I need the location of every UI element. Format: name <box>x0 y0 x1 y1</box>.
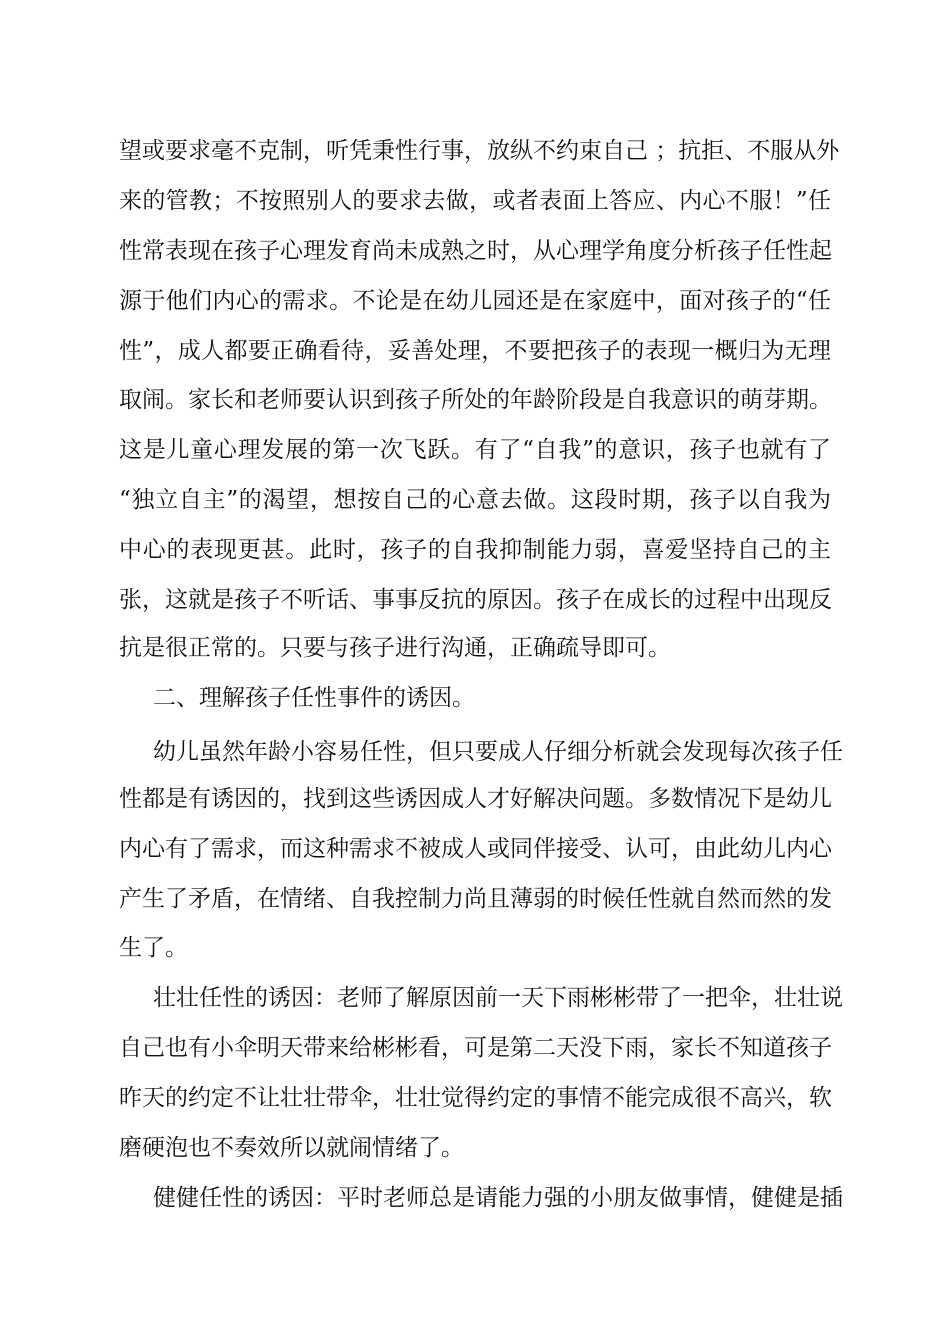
paragraph-1-line-1: 望或要求毫不克制，听凭秉性行事，放纵不约束自己 ；抗拒、不服从外 <box>119 138 840 164</box>
paragraph-3-line-2: 自己也有小伞明天带来给彬彬看，可是第二天没下雨，家长不知道孩子 <box>119 1035 832 1061</box>
paragraph-1-line-9: 中心的表现更甚。此时，孩子的自我抑制能力弱，喜爱坚持自己的主 <box>119 537 831 563</box>
paragraph-1-line-2: 来的管教；不按照别人的要求去做，或者表面上答应、内心不服！”任 <box>119 188 831 214</box>
paragraph-1-line-6: 取闹。家长和老师要认识到孩子所处的年龄阶段是自我意识的萌芽期。 <box>119 387 832 413</box>
paragraph-2-line-1: 幼儿虽然年龄小容易任性，但只要成人仔细分析就会发现每次孩子任 <box>153 739 843 765</box>
paragraph-1-line-7: 这是儿童心理发展的第一次飞跃。有了“自我”的意识，孩子也就有了 <box>119 437 831 463</box>
paragraph-1-line-4: 源于他们内心的需求。不论是在幼儿园还是在家庭中，面对孩子的“任 <box>119 288 831 314</box>
paragraph-1-line-5: 性”，成人都要正确看待，妥善处理，不要把孩子的表现一概归为无理 <box>119 338 831 364</box>
paragraph-1-line-8: “独立自主”的渴望，想按自己的心意去做。这段时期，孩子以自我为 <box>119 487 831 513</box>
paragraph-4-line-1: 健健任性的诱因：平时老师总是请能力强的小朋友做事情，健健是插 <box>153 1185 843 1211</box>
paragraph-3-line-1: 壮壮任性的诱因：老师了解原因前一天下雨彬彬带了一把伞，壮壮说 <box>153 985 843 1011</box>
paragraph-2-line-5: 生了。 <box>119 935 188 961</box>
paragraph-2-line-4: 产生了矛盾，在情绪、自我控制力尚且薄弱的时候任性就自然而然的发 <box>119 886 832 912</box>
paragraph-2-line-3: 内心有了需求，而这种需求不被成人或同伴接受、认可，由此幼儿内心 <box>119 836 832 862</box>
paragraph-1-line-10: 张，这就是孩子不听话、事事反抗的原因。孩子在成长的过程中出现反 <box>119 587 832 613</box>
paragraph-1-line-3: 性常表现在孩子心理发育尚未成熟之时，从心理学角度分析孩子任性起 <box>119 238 832 264</box>
section-heading: 二、理解孩子任性事件的诱因。 <box>153 685 475 711</box>
paragraph-3-line-3: 昨天的约定不让壮壮带伞，壮壮觉得约定的事情不能完成很不高兴，软 <box>119 1085 832 1111</box>
paragraph-1-line-11: 抗是很正常的。只要与孩子进行沟通，正确疏导即可。 <box>119 635 671 661</box>
paragraph-3-line-4: 磨硬泡也不奏效所以就闹情绪了。 <box>119 1135 464 1161</box>
paragraph-2-line-2: 性都是有诱因的，找到这些诱因成人才好解决问题。多数情况下是幼儿 <box>119 786 832 812</box>
